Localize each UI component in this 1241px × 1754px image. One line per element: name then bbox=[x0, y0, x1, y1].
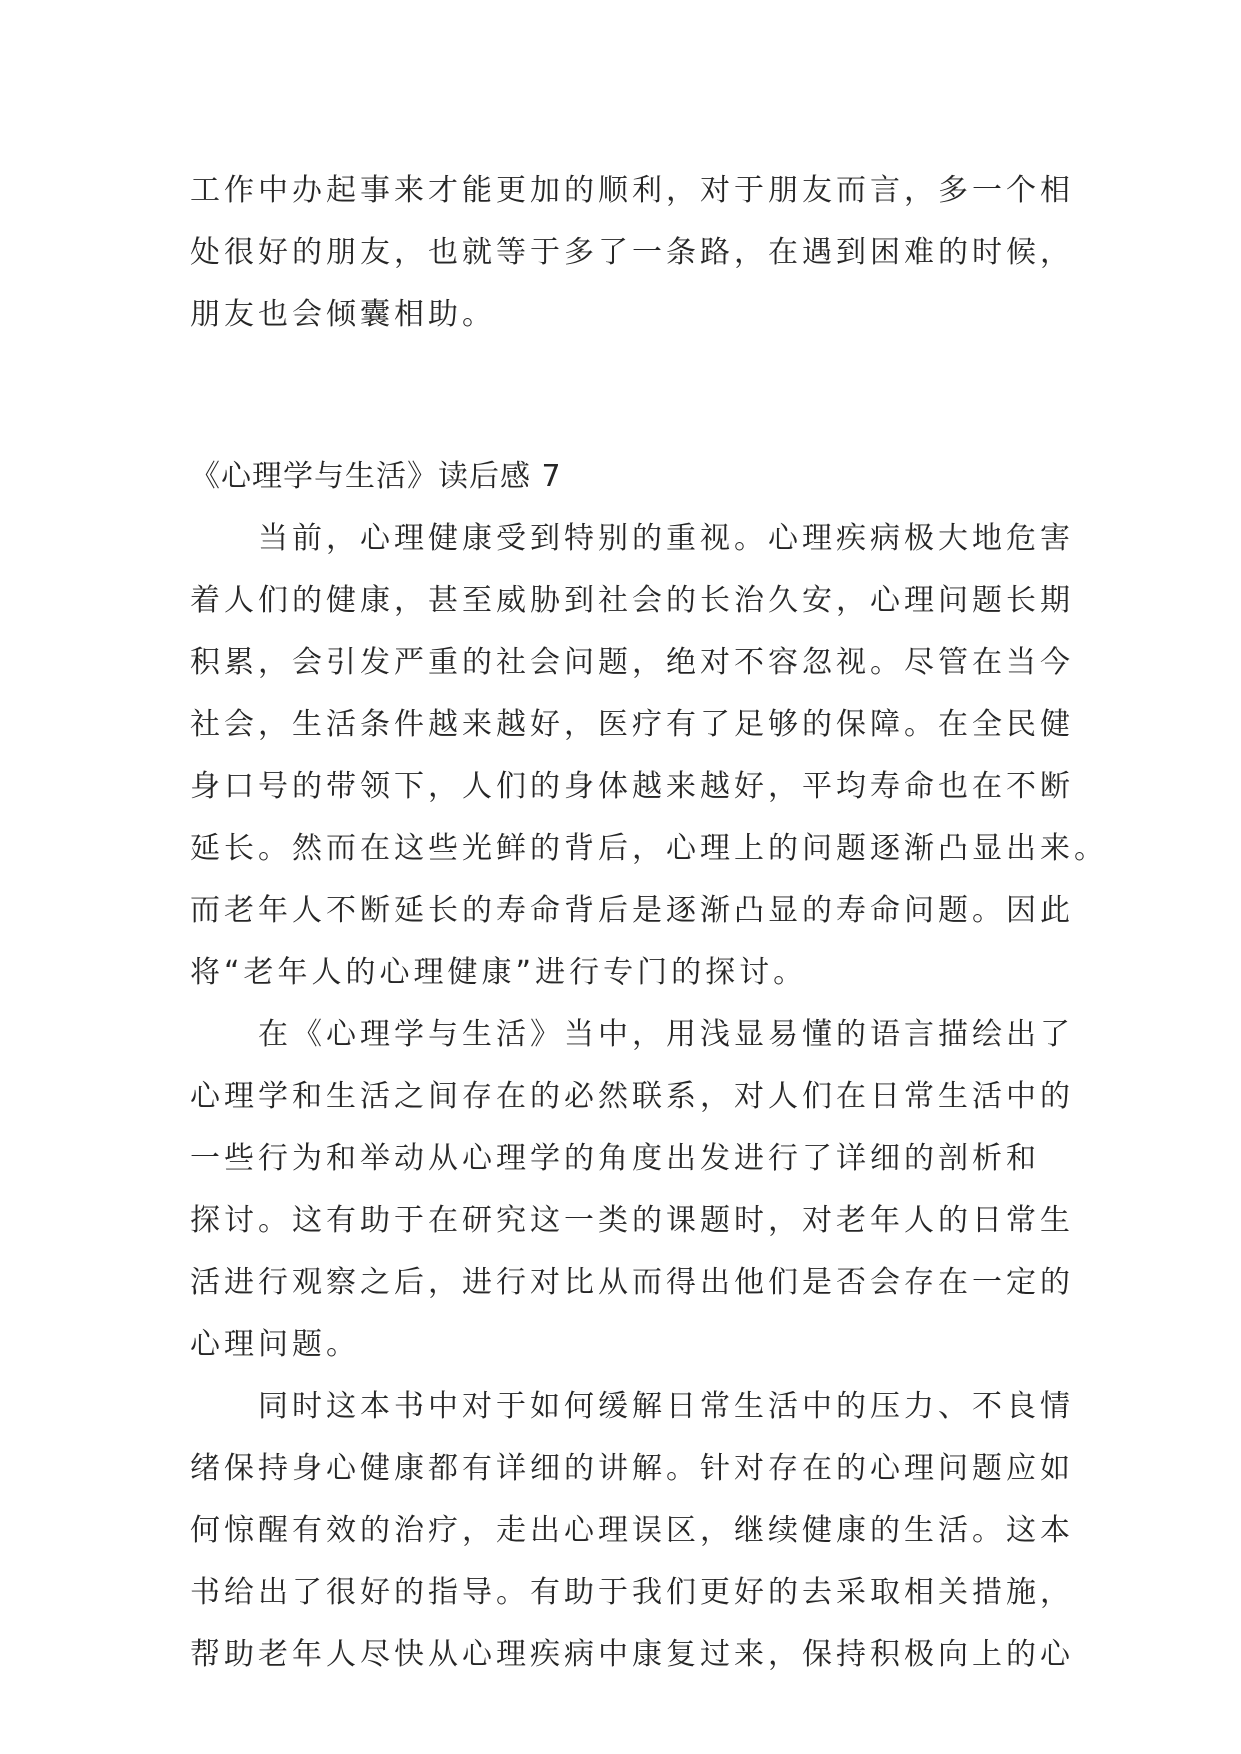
paragraph-2 bbox=[190, 1004, 1074, 1376]
intro-paragraph bbox=[190, 160, 1074, 346]
text-line: 探讨。这有助于在研究这一类的课题时，对老年人的日常生 bbox=[190, 1203, 1074, 1238]
text-line: 社会，生活条件越来越好，医疗有了足够的保障。在全民健 bbox=[190, 707, 1074, 742]
text-line: 绪保持身心健康都有详细的讲解。针对存在的心理问题应如 bbox=[190, 1451, 1074, 1486]
text-line: 帮助老年人尽快从心理疾病中康复过来，保持积极向上的心 bbox=[190, 1637, 1074, 1672]
paragraph-1 bbox=[190, 508, 1108, 1004]
text-line: 朋友也会倾囊相助。 bbox=[190, 297, 496, 332]
text-line: 积累，会引发严重的社会问题，绝对不容忽视。尽管在当今 bbox=[190, 645, 1074, 680]
text-line: 书给出了很好的指导。有助于我们更好的去采取相关措施， bbox=[190, 1575, 1074, 1610]
text-line: 着人们的健康，甚至威胁到社会的长治久安，心理问题长期 bbox=[190, 583, 1074, 618]
text-line: 一些行为和举动从心理学的角度出发进行了详细的剖析和 bbox=[190, 1141, 1040, 1176]
text-line: 而老年人不断延长的寿命背后是逐渐凸显的寿命问题。因此 bbox=[190, 893, 1074, 928]
text-line: 同时这本书中对于如何缓解日常生活中的压力、不良情 bbox=[190, 1389, 1074, 1424]
paragraph-3 bbox=[190, 1376, 1074, 1686]
text-line: 在《心理学与生活》当中，用浅显易懂的语言描绘出了 bbox=[190, 1017, 1074, 1052]
text-line: 工作中办起事来才能更加的顺利，对于朋友而言，多一个相 bbox=[190, 173, 1074, 208]
document-body bbox=[190, 160, 1108, 1686]
text-line: 当前，心理健康受到特别的重视。心理疾病极大地危害 bbox=[190, 521, 1074, 556]
section-title: 《心理学与生活》读后感 7 bbox=[190, 459, 562, 494]
text-line: 活进行观察之后，进行对比从而得出他们是否会存在一定的 bbox=[190, 1265, 1074, 1300]
text-line: 何惊醒有效的治疗，走出心理误区，继续健康的生活。这本 bbox=[190, 1513, 1074, 1548]
text-line: 将“老年人的心理健康”进行专门的探讨。 bbox=[190, 955, 808, 990]
text-line: 身口号的带领下，人们的身体越来越好，平均寿命也在不断 bbox=[190, 769, 1074, 804]
text-line: 延长。然而在这些光鲜的背后，心理上的问题逐渐凸显出来。 bbox=[190, 831, 1108, 866]
text-line: 处很好的朋友，也就等于多了一条路，在遇到困难的时候， bbox=[190, 235, 1074, 270]
text-line: 心理学和生活之间存在的必然联系，对人们在日常生活中的 bbox=[190, 1079, 1074, 1114]
paragraph-spacer bbox=[190, 346, 1050, 446]
text-line: 心理问题。 bbox=[190, 1327, 360, 1362]
